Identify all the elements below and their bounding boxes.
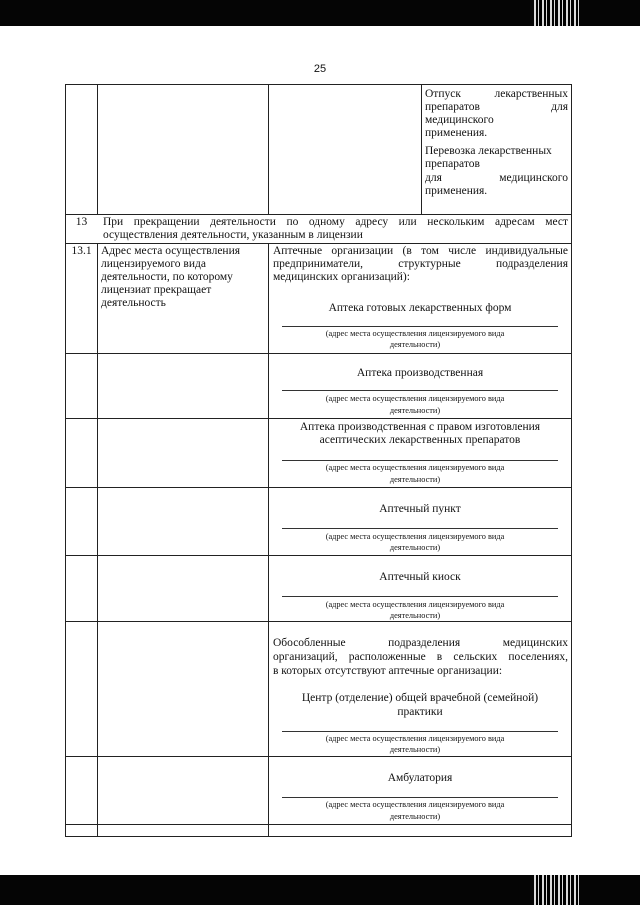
description-line: лицензируемого вида <box>101 258 206 270</box>
activity-text-line: Перевозка лекарственных <box>425 145 552 157</box>
address-caption: (адрес места осуществления лицензируемого вида <box>325 734 505 743</box>
address-blank-line <box>282 460 558 461</box>
table-border-left <box>65 84 66 837</box>
address-blank-line <box>282 528 558 529</box>
address-blank-line <box>282 731 558 732</box>
row-divider <box>65 621 572 622</box>
address-caption: (адрес места осуществления лицензируемого вида <box>325 329 505 338</box>
activity-text-line: применения. <box>425 185 488 197</box>
row-number: 13.1 <box>71 245 92 257</box>
activity-text-line: Отпуск лекарственных <box>425 88 568 100</box>
address-caption: деятельности) <box>389 340 441 349</box>
facility-type-gp-center: Центр (отделение) общей врачебной (семейной) <box>301 692 539 704</box>
table-border-top <box>65 84 572 85</box>
address-caption: деятельности) <box>389 745 441 754</box>
intro-line: Аптечные организации (в том числе индивидуальные <box>273 245 568 257</box>
scan-bottom-bar <box>0 875 640 905</box>
pharmacy-type-aseptic: Аптека производственная с правом изготовления <box>299 421 541 433</box>
activity-text-line: препаратов <box>425 158 480 170</box>
row-divider <box>65 418 572 419</box>
pharmacy-type-ready-forms: Аптека готовых лекарственных форм <box>328 302 512 314</box>
address-caption: деятельности) <box>389 406 441 415</box>
barcode-bottom <box>534 875 580 905</box>
address-caption: (адрес места осуществления лицензируемого вида <box>325 532 505 541</box>
address-caption: (адрес места осуществления лицензируемого вида <box>325 600 505 609</box>
intro-line: медицинских организаций): <box>273 271 410 283</box>
row-number: 13 <box>75 216 88 228</box>
row-heading-line: осуществления деятельности, указанным в лицензии <box>103 229 363 241</box>
address-blank-line <box>282 797 558 798</box>
col-divider <box>268 243 269 837</box>
address-caption: (адрес места осуществления лицензируемого вида <box>325 800 505 809</box>
address-blank-line <box>282 596 558 597</box>
address-caption: деятельности) <box>389 475 441 484</box>
description-line: деятельность <box>101 297 166 309</box>
pharmacy-type-aseptic: асептических лекарственных препаратов <box>319 434 521 446</box>
rural-line: в которых отсутствуют аптечные организации: <box>273 665 503 677</box>
col-divider <box>421 84 422 214</box>
description-line: лицензиат прекращает <box>101 284 212 296</box>
address-caption: (адрес места осуществления лицензируемого вида <box>325 463 505 472</box>
row-divider <box>65 243 572 244</box>
rural-line: организаций, расположенные в сельских поселениях, <box>273 651 568 663</box>
row-divider <box>65 214 572 215</box>
activity-text-line: применения. <box>425 127 488 139</box>
description-line: деятельности, по которому <box>101 271 233 283</box>
row-divider <box>65 487 572 488</box>
row-divider <box>65 824 572 825</box>
pharmacy-type-production: Аптека производственная <box>356 367 484 379</box>
pharmacy-type-kiosk: Аптечный киоск <box>379 571 461 583</box>
rural-line: Обособленные подразделения медицинских <box>273 637 568 649</box>
facility-type-ambulatory: Амбулатория <box>387 772 453 784</box>
facility-type-gp-center: практики <box>397 706 443 718</box>
address-caption: (адрес места осуществления лицензируемого вида <box>325 394 505 403</box>
activity-text-line: медицинского <box>425 114 494 126</box>
col-divider <box>97 84 98 214</box>
row-heading-line: При прекращении деятельности по одному адресу или нескольким адресам мест <box>103 216 568 228</box>
address-caption: деятельности) <box>389 543 441 552</box>
page-number: 25 <box>313 63 327 75</box>
row-divider <box>65 353 572 354</box>
row-divider <box>65 555 572 556</box>
barcode-top <box>534 0 580 26</box>
description-line: Адрес места осуществления <box>101 245 241 257</box>
row-divider <box>65 756 572 757</box>
pharmacy-type-point: Аптечный пункт <box>379 503 461 515</box>
address-caption: деятельности) <box>389 611 441 620</box>
address-caption: деятельности) <box>389 812 441 821</box>
table-border-right <box>571 84 572 837</box>
col-divider <box>97 243 98 837</box>
col-divider <box>268 84 269 214</box>
scan-top-bar <box>0 0 640 26</box>
intro-line: предприниматели, структурные подразделения <box>273 258 568 270</box>
address-blank-line <box>282 326 558 327</box>
activity-text-line: для медицинского <box>425 172 568 184</box>
table-border-bottom <box>65 836 572 837</box>
address-blank-line <box>282 390 558 391</box>
activity-text-line: препаратов для <box>425 101 568 113</box>
